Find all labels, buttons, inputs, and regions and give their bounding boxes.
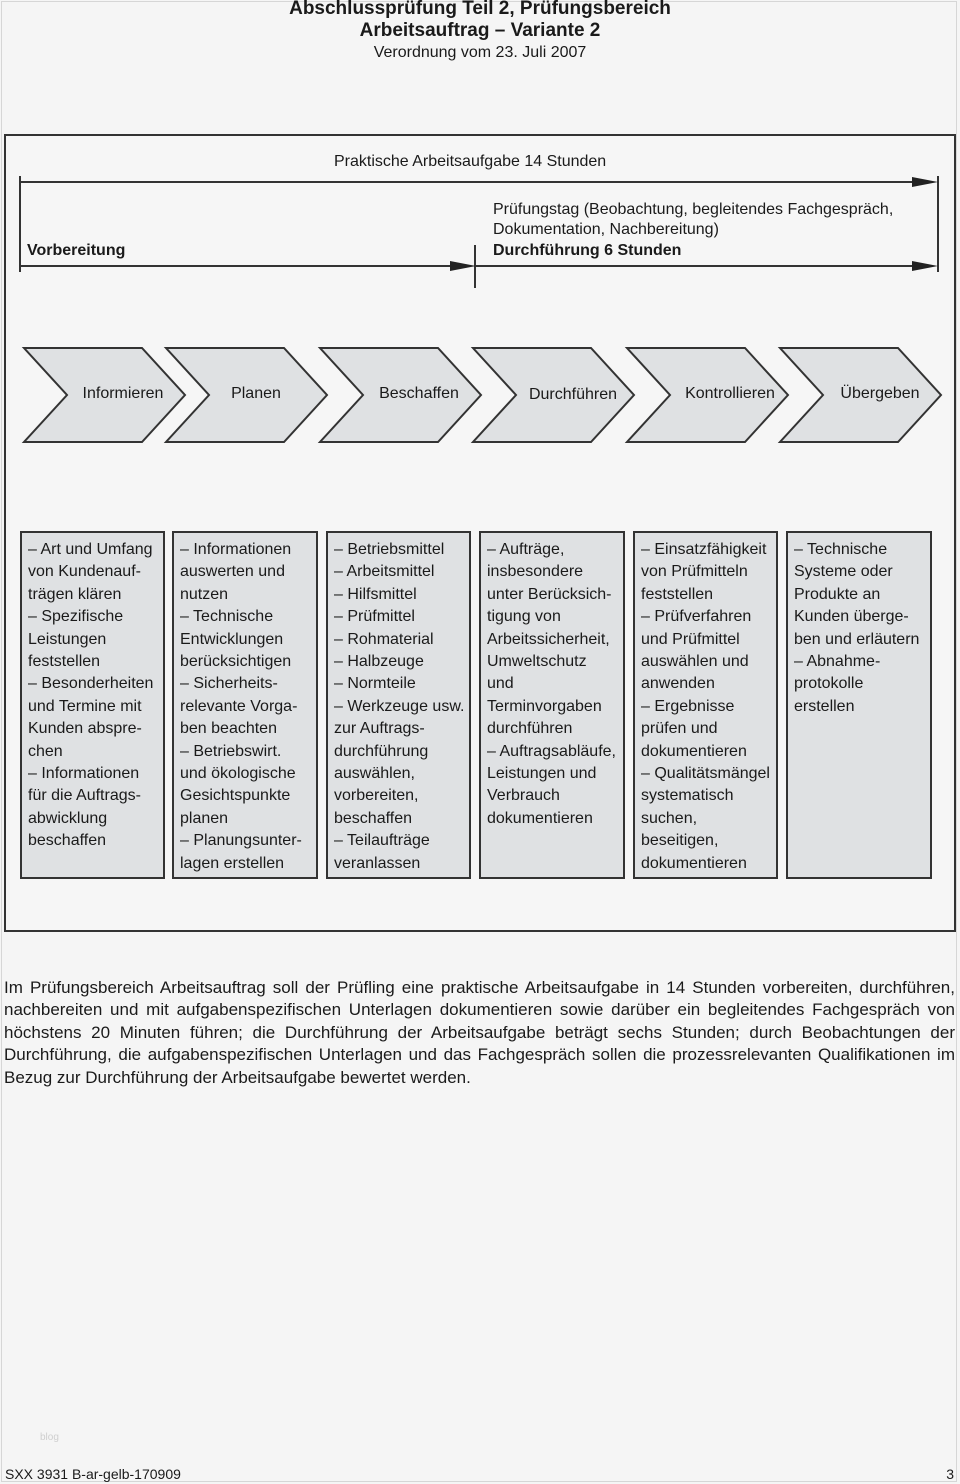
task-line: vorbereiten, [334,787,419,805]
task-line: dokumentieren [641,854,747,872]
task-line: Produkte an [794,585,881,603]
task-line: veranlassen [334,854,421,872]
task-line: – Teilaufträge [334,832,430,850]
task-line: und [487,675,514,693]
subtitle: Verordnung vom 23. Juli 2007 [373,44,587,61]
task-line: beseitigen, [641,832,719,850]
preparation-label: Vorbereitung [27,242,126,259]
task-line: und ökologische [180,765,296,783]
task-line: – Sicherheits- [180,675,278,693]
execution-label: Durchführung 6 Stunden [493,242,682,259]
step-label-6: Übergeben [840,385,920,402]
task-line: – Betriebsmittel [334,541,445,558]
task-line: chen [28,742,63,760]
task-line: auswählen, [334,765,415,783]
task-line: anwenden [641,675,715,693]
total-duration-label: Praktische Arbeitsaufgabe 14 Stunden [334,153,607,170]
execution-arrowhead [912,261,938,271]
step-label-4: Durchführen [528,386,618,403]
task-line: von Kundenauf- [28,563,141,581]
watermark: blog [40,1432,59,1443]
step-label-3: Beschaffen [379,385,459,402]
task-line: Kunden überge- [794,608,909,626]
task-line: Umweltschutz [487,653,587,671]
task-line: – Planungsunter- [180,832,302,850]
task-line: – Aufträge, [487,541,565,558]
task-line: auswählen und [641,653,749,671]
task-line: erstellen [794,697,855,715]
task-line: – Technische [794,541,888,558]
task-line: – Halbzeuge [334,653,424,671]
task-line: zur Auftrags- [334,720,425,738]
task-line: suchen, [641,809,698,827]
task-line: – Betriebswirt. [180,742,282,760]
task-column-informieren [20,531,165,879]
task-line: – Spezifische [28,608,124,626]
step-label-1: Informieren [82,385,164,402]
task-line: durchführung [334,742,429,760]
task-line: – Technische [180,608,274,626]
task-line: – Werkzeuge usw. [334,697,465,715]
task-line: Arbeitssicherheit, [487,630,610,648]
task-line: Verbrauch [487,787,560,805]
task-column-planen [172,531,318,879]
task-column-beschaffen [326,531,471,879]
task-column-kontrollieren [633,531,778,879]
task-line: Entwicklungen [180,630,284,648]
task-line: – Abnahme- [794,653,881,671]
task-line: auswerten und [180,563,285,581]
task-line: – Prüfverfahren [641,608,752,626]
task-line: – Informationen [180,541,292,558]
task-line: – Besonderheiten [28,675,154,693]
task-line: feststellen [28,653,101,671]
step-label-2: Planen [231,385,281,402]
task-line: insbesondere [487,563,584,581]
task-line: für die Auftrags- [28,787,141,805]
task-line: Leistungen und [487,765,597,783]
task-line: und Termine mit [28,697,142,715]
task-line: Terminvorgaben [487,697,602,715]
task-line: – Rohmaterial [334,630,434,648]
task-line: Systeme oder [794,563,893,581]
task-line: – Prüfmittel [334,608,415,626]
task-line: dokumentieren [487,809,593,827]
step-label-5: Kontrollieren [685,385,775,402]
exam-day-label-line-1: Prüfungstag (Beobachtung, begleitendes Fachgespräch, [493,201,894,218]
task-line: – Auftragsabläufe, [487,742,616,760]
task-line: abwicklung [28,809,108,827]
task-line: beschaffen [28,832,106,850]
task-line: Leistungen [28,630,107,648]
task-line: relevante Vorga- [180,697,298,715]
task-line: – Einsatzfähigkeit [641,541,767,558]
task-line: systematisch [641,787,734,805]
title-line-1: Abschlussprüfung Teil 2, Prüfungsbereich [289,0,671,19]
task-line: – Ergebnisse [641,697,735,715]
task-line: unter Berücksich- [487,585,612,603]
task-line: feststellen [641,585,714,603]
task-line: tigung von [487,608,561,626]
task-line: – Art und Umfang [28,541,153,558]
task-column-uebergeben [786,531,932,879]
task-line: – Qualitätsmängel [641,765,770,783]
task-line: ben beachten [180,720,277,738]
preparation-arrowhead [450,261,476,271]
task-line: – Hilfsmittel [334,585,417,603]
task-line: dokumentieren [641,742,747,760]
task-line: durchführen [487,720,573,738]
title-line-2: Arbeitsauftrag – Variante 2 [359,20,601,41]
description-paragraph: Im Prüfungsbereich Arbeitsauftrag soll der Prüfling eine praktische Arbeitsaufgabe in 14 Stunden vorbereiten, durchführen, nachbereiten und mit aufgabenspezifischen Unterlagen dokumentieren sowie darüber ein begleitendes Fachgespräch von höchstens 20 Minuten führen; die Durchführung der Arbeitsaufgabe beträgt sechs Stunden; durch Beobachtungen der Durchführung, die aufgabenspezifischen Unterlagen und das Fachgespräch sollen die prozessrelevanten Qualifikationen im Bezug zur Durchführung der Arbeitsaufgabe bewertet werden. [4,978,955,1087]
task-line: und Prüfmittel [641,630,740,648]
task-line: Kunden abspre- [28,720,142,738]
task-line: trägen klären [28,585,122,603]
task-line: prüfen und [641,720,718,738]
task-line: protokolle [794,675,864,693]
task-line: – Informationen [28,765,140,783]
task-line: berücksichtigen [180,653,292,671]
task-line: – Arbeitsmittel [334,563,435,581]
task-line: – Normteile [334,675,416,693]
task-line: planen [180,809,229,827]
task-line: nutzen [180,585,229,603]
exam-day-label-line-2: Dokumentation, Nachbereitung) [493,221,719,238]
task-line: von Prüfmitteln [641,563,748,581]
task-column-durchfuehren [479,531,625,879]
total-arrowhead [912,177,938,187]
task-line: lagen erstellen [180,854,285,872]
task-line: ben und erläutern [794,630,920,648]
document-code: SXX 3931 B-ar-gelb-170909 [5,1466,181,1482]
task-line: Gesichtspunkte [180,787,291,805]
task-line: beschaffen [334,809,412,827]
page-number: 3 [946,1466,954,1482]
